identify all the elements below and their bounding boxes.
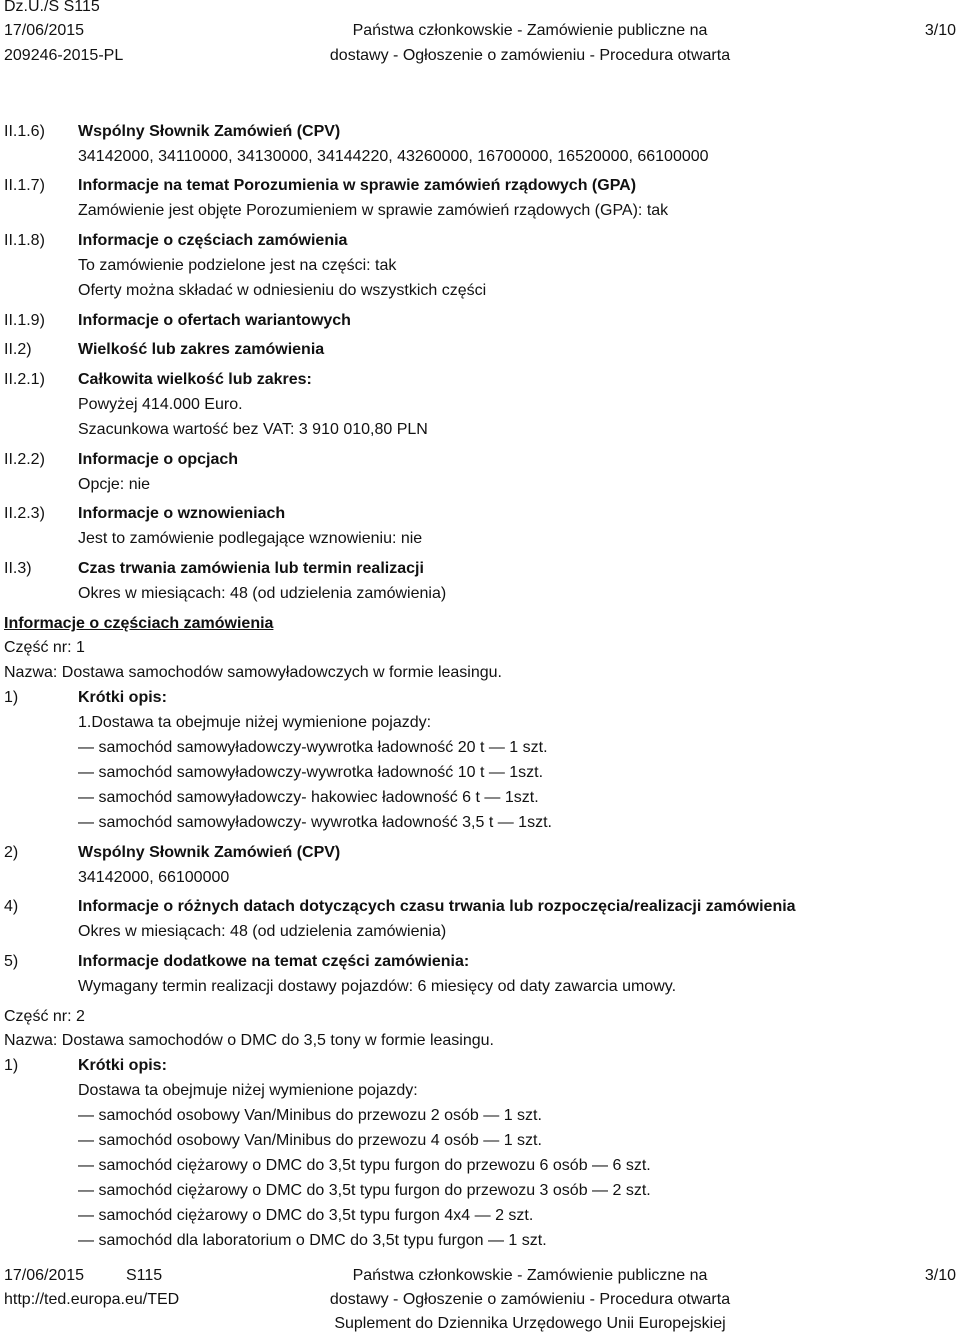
item-number: 5) xyxy=(4,953,19,970)
section-line: Jest to zamówienie podlegające wznowieniu: nie xyxy=(78,530,423,547)
footer-date: 17/06/2015 xyxy=(4,1267,85,1284)
item-line: 34142000, 66100000 xyxy=(78,869,230,886)
section-heading: Informacje o ofertach wariantowych xyxy=(78,312,351,329)
section-heading: Informacje o opcjach xyxy=(78,451,239,468)
header-page: 3/10 xyxy=(924,22,956,39)
section-number: II.1.9) xyxy=(4,312,45,329)
section-line: Zamówienie jest objęte Porozumieniem w sprawie zamówień rządowych (GPA): tak xyxy=(78,202,669,219)
section-number: II.2.2) xyxy=(4,451,45,468)
section-line: Opcje: nie xyxy=(78,476,151,493)
item-line: — samochód samowyładowczy- hakowiec ładowność 6 t — 1szt. xyxy=(78,789,539,806)
item-line: — samochód osobowy Van/Minibus do przewozu 2 osób — 1 szt. xyxy=(78,1107,542,1124)
item-line: — samochód ciężarowy o DMC do 3,5t typu furgon do przewozu 6 osób — 6 szt. xyxy=(78,1157,651,1174)
section-heading: Wielkość lub zakres zamówienia xyxy=(78,341,325,358)
item-number: 1) xyxy=(4,689,19,706)
section-line: Powyżej 414.000 Euro. xyxy=(78,396,243,413)
header-title-line1: Państwa członkowskie - Zamówienie publiczne na xyxy=(352,22,708,39)
section-line: To zamówienie podzielone jest na części: tak xyxy=(78,257,397,274)
item-number: 4) xyxy=(4,898,19,915)
section-heading: Informacje na temat Porozumienia w sprawie zamówień rządowych (GPA) xyxy=(78,177,637,194)
item-number: 1) xyxy=(4,1057,19,1074)
section-line: Oferty można składać w odniesieniu do wszystkich części xyxy=(78,282,487,299)
section-heading: Wspólny Słownik Zamówień (CPV) xyxy=(78,123,341,140)
item-line: — samochód dla laboratorium o DMC do 3,5t typu furgon — 1 szt. xyxy=(78,1232,547,1249)
part-number: Część nr: 2 xyxy=(4,1008,85,1025)
section-number: II.2) xyxy=(4,341,32,358)
item-heading: Informacje o różnych datach dotyczących czasu trwania lub rozpoczęcia/realizacji zamówienia xyxy=(78,898,796,915)
part-number: Część nr: 1 xyxy=(4,639,85,656)
parts-title: Informacje o częściach zamówienia xyxy=(4,615,274,632)
footer-title-line2: dostawy - Ogłoszenie o zamówieniu - Procedura otwarta xyxy=(329,1291,731,1308)
part-name: Nazwa: Dostawa samochodów o DMC do 3,5 tony w formie leasingu. xyxy=(4,1032,494,1049)
section-line: 34142000, 34110000, 34130000, 34144220, 43260000, 16700000, 16520000, 66100000 xyxy=(78,148,709,165)
section-heading: Czas trwania zamówienia lub termin realizacji xyxy=(78,560,424,577)
header-date: 17/06/2015 xyxy=(4,22,85,39)
section-number: II.1.8) xyxy=(4,232,45,249)
header-ref: 209246-2015-PL xyxy=(4,47,124,64)
section-number: II.1.6) xyxy=(4,123,45,140)
section-number: II.2.3) xyxy=(4,505,45,522)
header-title-line2: dostawy - Ogłoszenie o zamówieniu - Procedura otwarta xyxy=(329,47,731,64)
item-line: — samochód ciężarowy o DMC do 3,5t typu furgon 4x4 — 2 szt. xyxy=(78,1207,534,1224)
section-line: Okres w miesiącach: 48 (od udzielenia zamówienia) xyxy=(78,585,447,602)
item-heading: Informacje dodatkowe na temat części zamówienia: xyxy=(78,953,470,970)
part-name: Nazwa: Dostawa samochodów samowyładowczych w formie leasingu. xyxy=(4,664,502,681)
section-heading: Całkowita wielkość lub zakres: xyxy=(78,371,312,388)
header-journal: Dz.U./S S115 xyxy=(4,0,100,15)
item-number: 2) xyxy=(4,844,19,861)
item-line: — samochód osobowy Van/Minibus do przewozu 4 osób — 1 szt. xyxy=(78,1132,542,1149)
section-number: II.2.1) xyxy=(4,371,45,388)
item-line: — samochód ciężarowy o DMC do 3,5t typu furgon do przewozu 3 osób — 2 szt. xyxy=(78,1182,651,1199)
footer-title-line3: Suplement do Dziennika Urzędowego Unii Europejskiej xyxy=(334,1315,726,1332)
item-line: — samochód samowyładowczy-wywrotka ładowność 10 t — 1szt. xyxy=(78,764,544,781)
item-line: 1.Dostawa ta obejmuje niżej wymienione pojazdy: xyxy=(78,714,432,731)
item-line: — samochód samowyładowczy-wywrotka ładowność 20 t — 1 szt. xyxy=(78,739,548,756)
section-heading: Informacje o wznowieniach xyxy=(78,505,286,522)
section-line: Szacunkowa wartość bez VAT: 3 910 010,80 PLN xyxy=(78,421,428,438)
item-line: Okres w miesiącach: 48 (od udzielenia zamówienia) xyxy=(78,923,447,940)
section-number: II.3) xyxy=(4,560,32,577)
item-heading: Krótki opis: xyxy=(78,689,167,706)
section-heading: Informacje o częściach zamówienia xyxy=(78,232,348,249)
footer-title-line1: Państwa członkowskie - Zamówienie publiczne na xyxy=(352,1267,708,1284)
item-line: Dostawa ta obejmuje niżej wymienione pojazdy: xyxy=(78,1082,418,1099)
item-heading: Wspólny Słownik Zamówień (CPV) xyxy=(78,844,341,861)
item-line: Wymagany termin realizacji dostawy pojazdów: 6 miesięcy od daty zawarcia umowy. xyxy=(78,978,677,995)
footer-journal: S115 xyxy=(126,1267,163,1284)
item-line: — samochód samowyładowczy- wywrotka ładowność 3,5 t — 1szt. xyxy=(78,814,552,831)
footer-page: 3/10 xyxy=(924,1267,956,1284)
item-heading: Krótki opis: xyxy=(78,1057,167,1074)
section-number: II.1.7) xyxy=(4,177,45,194)
footer-url[interactable]: http://ted.europa.eu/TED xyxy=(4,1291,180,1308)
